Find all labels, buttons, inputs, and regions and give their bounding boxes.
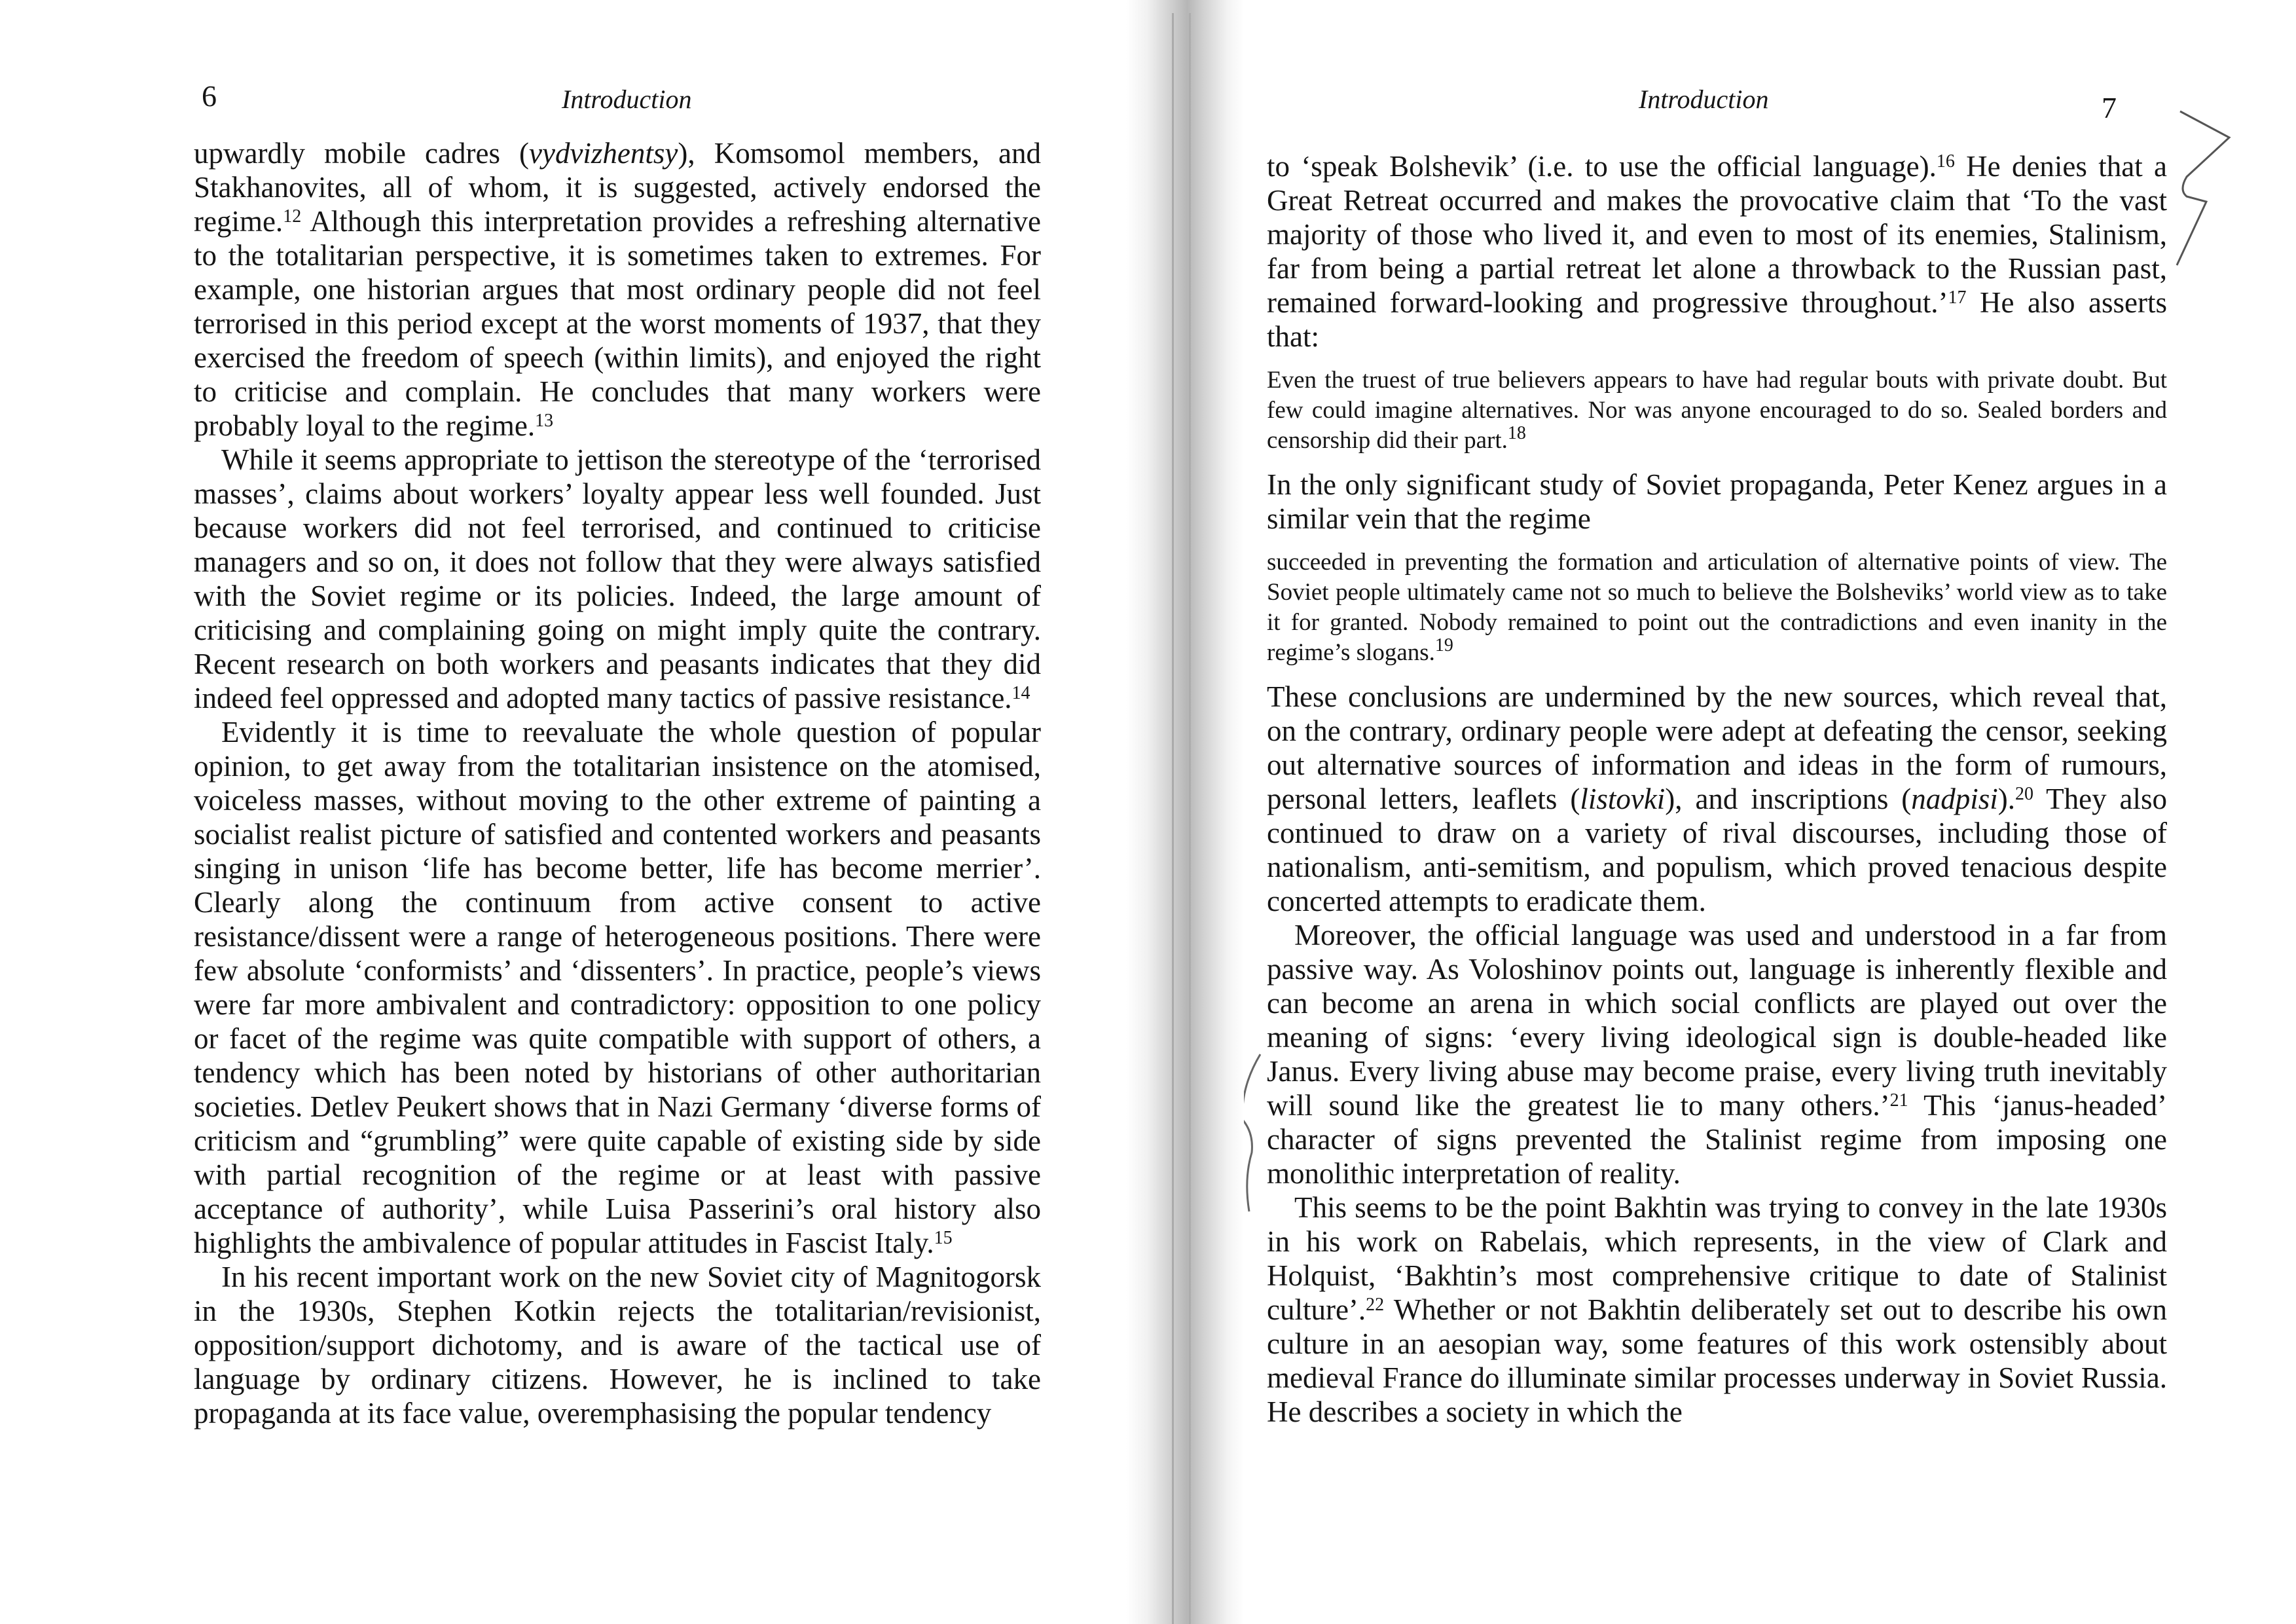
body-text [1267,149,2167,1429]
footnote-ref: 13 [535,411,554,431]
footnote-ref: 12 [283,206,302,227]
block-quote: succeeded in preventing the formation and articulation of alternative points of view. The Soviet people ultimately came not so much to believe the Bolsheviks’ world view as to take it for granted. Nobody remained to point out the contradictions and even inanity in the regime’s slogans.$^{19}$ [1267,549,2167,666]
footnote-ref: 22 [1366,1295,1385,1315]
running-head: Introduction [1639,84,1769,114]
paragraph: While it seems appropriate to jettison the stereotype of the ‘terrorised masses’, claims about workers’ loyalty appear less well founded. Just because workers did not feel terrorised, and continued to criticise managers and so on, it does not follow that they were always satisfied with the Soviet regime or its policies. Indeed, the large amount of criticising and complaining going on might imply quite the contrary. Recent research on both workers and peasants indicates that they did indeed feel oppressed and adopted many tactics of passive resistance.$^{14}$ [194,443,1041,714]
italic-term: listovki [1580,783,1666,815]
footnote-ref: 15 [934,1228,953,1248]
paragraph: Evidently it is time to reevaluate the whole question of popular opinion, to get away from the totalitarian insistence on the atomised, voiceless masses, without moving to the other extreme of painting a socialist realist picture of satisfied and contented workers and peasants singing in unison ‘life has become better, life has become merrier’. Clearly along the continuum from active consent to active resistance/dissent were a range of heterogeneous positions. There were few absolute ‘conformists’ and ‘dissenters’. In practice, people’s views were far more ambivalent and contradictory: opposition to one policy or facet of the regime was quite compatible with support of others, a tendency which has been noted by historians of other authoritarian societies. Detlev Peukert shows that in Nazi Germany ‘diverse forms of criticism and “grumbling” were quite capable of existing side by side with partial recognition of the regime or at least with passive acceptance of authority’, while Luisa Passerini’s oral history also highlights the ambivalence of popular attitudes in Fascist Italy.$^{15}$ [194,716,1041,1259]
block-quote: Even the truest of true believers appears to have had regular bouts with private doubt. But few could imagine alternatives. Nor was anyone encouraged to do so. Sealed borders and censorship did their part.$^{18}$ [1267,367,2167,454]
book-gutter [1126,0,1244,1624]
footnote-ref: 19 [1434,635,1453,655]
paragraph: These conclusions are undermined by the new sources, which reveal that, on the contrary, ordinary people were adept at defeating the censor, seeking out alternative sources of information and ideas in the form of rumours, personal letters, leaflets (listovki), and inscriptions (nadpisi).$^{20}$ They also continued to draw on a variety of rival discourses, including those of nationalism, anti-semitism, and populism, which proved tenacious despite concerted attempts to eradicate them. [1267,680,2168,917]
left-page [0,0,1126,1624]
paragraph: Moreover, the official language was used and understood in a far from passive way. As Voloshinov points out, language is inherently flexible and can become an arena in which social conflicts are played out over the meaning of signs: ‘every living ideological sign is double-headed like Janus. Every living abuse may become praise, every living truth inevitably will sound like the greatest lie to many others.’$^{21}$ This ‘janus-headed’ character of signs prevented the Stalinist regime from imposing one monolithic interpretation of reality. [1267,919,2167,1190]
footnote-ref: 14 [1011,683,1030,703]
paragraph: This seems to be the point Bakhtin was trying to convey in the late 1930s in his work on Rabelais, which represents, in the view of Clark and Holquist, ‘Bakhtin’s most comprehensive critique to date of Stalinist culture’.$^{22}$ Whether or not Bakhtin deliberately set out to describe his own culture in an aesopian way, some features of this work ostensibly about medieval France do illuminate similar processes underway in Soviet Russia. He describes a society in which the [1267,1191,2167,1428]
paragraph: In the only significant study of Soviet propaganda, Peter Kenez argues in a similar vein that the regime [1267,468,2167,535]
paragraph: upwardly mobile cadres (vydvizhentsy), Komsomol members, and Stakhanovites, all of whom, it is suggested, actively endorsed the regime.$^{12}$ Although this interpretation provides a refreshing alternative to the totalitarian perspective, it is sometimes taken to extremes. For example, one historian argues that most ordinary people did not feel terrorised in this period except at the worst moments of 1937, that they exercised the freedom of speech (within limits), and enjoyed the right to criticise and complain. He concludes that many workers were probably loyal to the regime.$^{13}$ [194,137,1041,442]
paragraph: In his recent important work on the new Soviet city of Magnitogorsk in the 1930s, Stephen Kotkin rejects the totalitarian/revisionist, opposition/support dichotomy, and is aware of the tactical use of language by ordinary citizens. However, he is inclined to take propaganda at its face value, overemphasising the popular tendency [194,1261,1041,1430]
footnote-ref: 20 [2015,784,2034,804]
right-page [1244,0,2296,1624]
page-number: 6 [202,79,217,113]
page-number: 7 [2102,91,2117,124]
body-text [194,136,1041,1430]
pencil-mark-icon [2167,98,2246,282]
paragraph: to ‘speak Bolshevik’ (i.e. to use the official language).$^{16}$ He denies that a Great Retreat occurred and makes the provocative claim that ‘To the vast majority of those who lived it, and even to most of its enemies, Stalinism, far from being a partial retreat let alone a throwback to the Russian past, remained forward-looking and progressive throughout.’$^{17}$ He also asserts that: [1267,150,2167,353]
footnote-ref: 18 [1507,423,1526,443]
footnote-ref: 16 [1936,151,1955,172]
footnote-ref: 17 [1948,287,1967,308]
footnote-ref: 21 [1889,1090,1908,1111]
italic-term: vydvizhentsy [529,137,678,170]
running-head: Introduction [562,84,692,114]
italic-term: nadpisi [1911,783,1998,815]
pencil-bracket-icon [1244,1048,1270,1218]
